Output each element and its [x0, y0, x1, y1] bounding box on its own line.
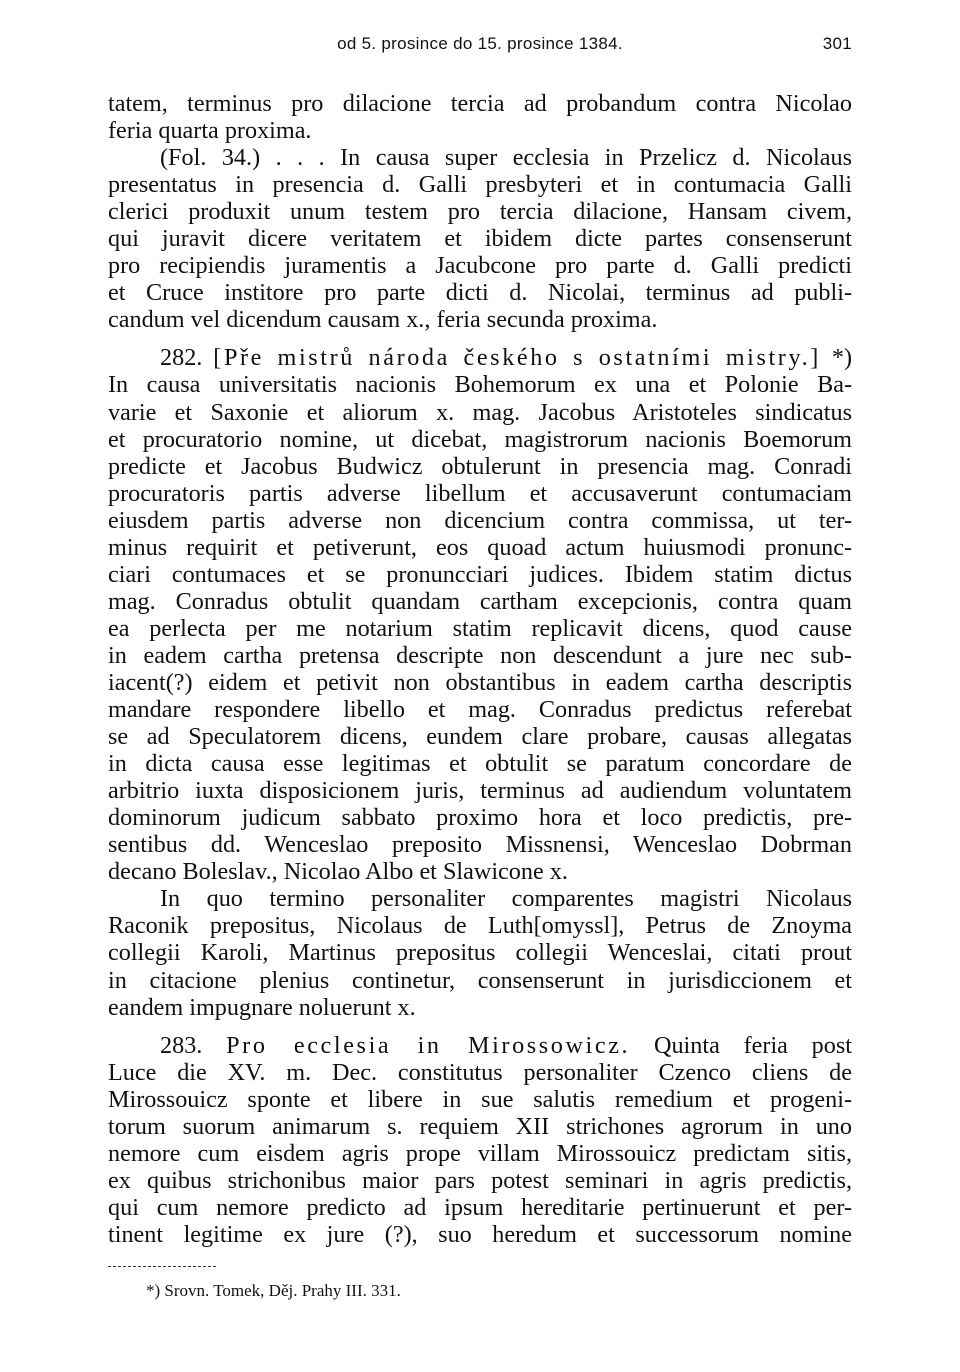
- text-line: nemore cum eisdem agris prope villam Mirossouicz predictam sitis,: [108, 1139, 852, 1167]
- entry-text: Quinta feria post: [630, 1031, 852, 1059]
- text-line: dominorum judicum sabbato proximo hora et loco predictis, pre-: [108, 804, 852, 832]
- paragraph-gap: [108, 333, 852, 344]
- text-line: in citacione plenius continetur, consenserunt in jurisdiccionem et: [108, 966, 852, 994]
- entry-title: [Pře mistrů národa českého s ostatními mistry.]: [213, 344, 821, 372]
- text-line: et Cruce institore pro parte dicti d. Nicolai, terminus ad publi-: [108, 279, 852, 307]
- text-line: ex quibus strichonibus maior pars potest seminari in agris predictis,: [108, 1166, 852, 1194]
- footnote: *) Srovn. Tomek, Děj. Prahy III. 331.: [146, 1281, 401, 1300]
- text-line: arbitrio iuxta disposicionem juris, terminus ad audiendum voluntatem: [108, 777, 852, 805]
- entry-number: 283.: [160, 1031, 203, 1059]
- text-line: in eadem cartha pretensa descripte non descendunt a jure nec sub-: [108, 641, 852, 669]
- text-line: ea perlecta per me notarium statim replicavit dicens, quod cause: [108, 614, 852, 642]
- text-line: qui cum nemore predicto ad ipsum hereditarie pertinuerunt et per-: [108, 1193, 852, 1221]
- running-title: od 5. prosince do 15. prosince 1384.: [337, 34, 623, 53]
- text-line: candum vel dicendum causam x., feria secunda proxima.: [108, 306, 658, 334]
- text-line: collegii Karoli, Martinus prepositus collegii Wenceslai, citati prout: [108, 939, 852, 967]
- text-line: qui juravit dicere veritatem et ibidem dicte partes consenserunt: [108, 225, 852, 253]
- text-line: In causa universitatis nacionis Bohemorum ex una et Polonie Ba-: [108, 371, 852, 399]
- text-line: (Fol. 34.) . . . In causa super ecclesia in Przelicz d. Nicolaus: [160, 144, 852, 172]
- text-line: feria quarta proxima.: [108, 117, 312, 145]
- footnote-reference: *): [820, 344, 852, 372]
- entry-heading-283: [108, 1032, 852, 1059]
- footnote-rule: [108, 1266, 216, 1267]
- text-line: in dicta causa esse legitimas et obtulit se paratum concordare de: [108, 750, 852, 778]
- text-line: mag. Conradus obtulit quandam cartham excepcionis, contra quam: [108, 587, 852, 615]
- page-number: 301: [822, 34, 852, 53]
- text-line: sentibus dd. Wenceslao preposito Missnensi, Wenceslao Dobrman: [108, 831, 852, 859]
- text-line: se ad Speculatorem dicens, eundem clare probare, causas allegatas: [108, 723, 852, 751]
- text-line: predicte et Jacobus Budwicz obtulerunt in presencia mag. Conradi: [108, 452, 852, 480]
- text-line: presentatus in presencia d. Galli presbyteri et in contumacia Galli: [108, 171, 852, 199]
- text-line: et procuratorio nomine, ut dicebat, magistrorum nacionis Boemorum: [108, 425, 852, 453]
- text-line: varie et Saxonie et aliorum x. mag. Jacobus Aristoteles sindicatus: [108, 398, 852, 426]
- text-line: ciari contumaces et se pronuncciari judices. Ibidem statim dictus: [108, 560, 852, 588]
- text-line: procuratoris partis adverse libellum et accusaverunt contumaciam: [108, 479, 852, 507]
- entry-heading-282: [108, 344, 852, 371]
- entry-number: 282.: [160, 344, 203, 372]
- text-line: pro recipiendis juramentis a Jacubcone pro parte d. Galli predicti: [108, 252, 852, 280]
- text-line: eandem impugnare noluerunt x.: [108, 993, 416, 1021]
- text-line: minus requirit et petiverunt, eos quoad actum huiusmodi pronunc-: [108, 533, 852, 561]
- running-header: [108, 34, 852, 64]
- text-line: tatem, terminus pro dilacione tercia ad probandum contra Nicolao: [108, 90, 852, 117]
- text-line: decano Boleslav., Nicolao Albo et Slawicone x.: [108, 858, 568, 886]
- text-line: iacent(?) eidem et petivit non obstantibus in eadem cartha descriptis: [108, 668, 852, 696]
- text-line: Mirossouicz sponte et libere in sue salutis remedium et progeni-: [108, 1085, 852, 1113]
- entry-title: Pro ecclesia in Mirossowicz.: [226, 1031, 631, 1059]
- text-line: eiusdem partis adverse non dicencium contra commissa, ut ter-: [108, 506, 852, 534]
- text-line: Raconik prepositus, Nicolaus de Luth[omyssl], Petrus de Znoyma: [108, 912, 852, 940]
- body-text: [108, 90, 852, 1248]
- text-line: torum suorum animarum s. requiem XII strichones agrorum in uno: [108, 1112, 852, 1140]
- text-line: tinent legitime ex jure (?), suo heredum et successorum nomine: [108, 1220, 852, 1248]
- paragraph-gap: [108, 1021, 852, 1032]
- text-line: In quo termino personaliter comparentes magistri Nicolaus: [160, 885, 852, 913]
- text-line: mandare respondere libello et mag. Conradus predictus referebat: [108, 696, 852, 724]
- text-line: clerici produxit unum testem pro tercia dilacione, Hansam civem,: [108, 198, 852, 226]
- text-line: Luce die XV. m. Dec. constitutus personaliter Czenco cliens de: [108, 1058, 852, 1086]
